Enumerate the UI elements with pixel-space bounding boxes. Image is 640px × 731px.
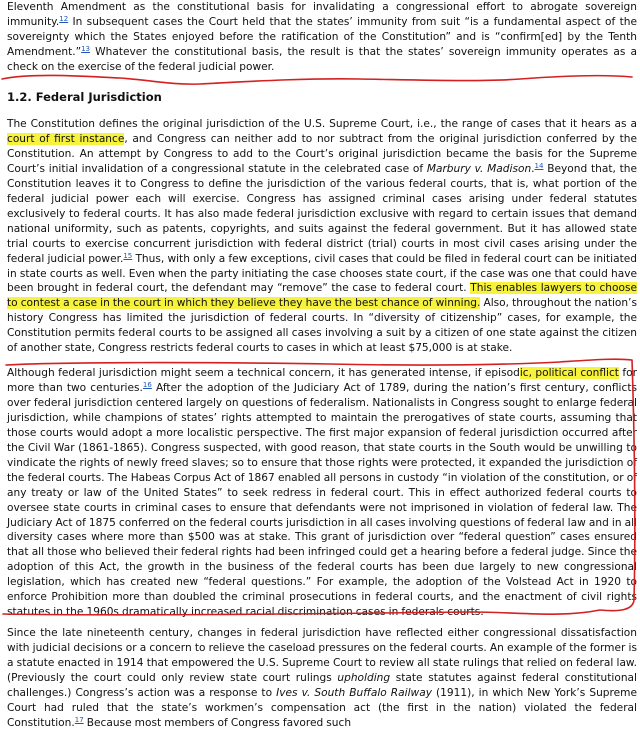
text-run: Thus, with only a few exceptions, civil cases that could be filed in federal court can be initiated in state courts as well. Even when the party initiating the case chooses state court, if the case was one that could have been brought in federal court, the defendant may “remove” the case to federal court. [7,252,637,295]
red-ink-underline [2,75,632,84]
paragraph-sovereign-immunity [7,0,637,75]
text-run: Beyond that, the Constitution leaves it to Congress to define the jurisdiction of the various federal courts, that is, what portion of the federal judicial power each will exercise. Congress has assigned criminal cases arising under federal statutes exclusively to federal courts. It has also made federal jurisdiction exclusive with regard to certain issues that demand national uniformity, such as patents, copyrights, and suits against the federal government. But it has allowed state trial courts to exercise concurrent jurisdiction with federal district (trial) courts in most civil cases arising under the federal judicial power. [7,162,637,265]
footnote-link[interactable]: 16 [142,380,152,389]
paragraph-federal-jurisdiction: The Constitution defines the original jurisdiction of the U.S. Supreme Court, i.e., the range of cases that it hears as a court of first instance, and Congress can neither add to nor subtract from the original jurisdiction conferred by the Constitution. An attempt by Congress to add to the Court’s original jurisdiction became the basis for the Supreme Court’s initial invalidation of a congressional statute in the celebrated case of Marbury v. Madison.$^{14}$ Beyond that, the Constitution leaves it to Congress to define the jurisdiction of the various federal courts, that is, what portion of the federal judicial power each will exercise. Congress has assigned criminal cases arising under federal statutes exclusively to federal courts. It has also made federal jurisdiction exclusive with regard to certain issues that demand national uniformity, such as patents, copyrights, and suits against the federal government. But it has allowed state trial courts to exercise concurrent jurisdiction with federal district (trial) courts in most civil cases arising under the federal judicial power.$^{15}$ Thus, with only a few exceptions, civil cases that could be filed in federal court can be initiated in state courts as well. Even when the party initiating the case chooses state court, if the case was one that could have been brought in federal court, the defendant may “remove” the case to federal court. This enables lawyers to choose to contest a case in the court in which they believe they have the best chance of winning. Also, throughout the nation’s history Congress has limited the jurisdiction of federal courts. In “diversity of citizenship” cases, for example, the Constitution permits federal courts to be assigned all cases involving a suit by a citizen of one state against the citizen of another state, Congress restricts federal courts to cases in which at least $75,000 is at stake. [7,118,638,355]
text-run: After the adoption of the Judiciary Act of 1789, during the nation’s first century, conflicts over federal jurisdiction centered largely on questions of federalism. Nationalists in Congress sought to enlarge federal jurisdiction, while champions of states’ rights attempted to maintain the prerogatives of state courts, assuming that those courts would adopt a more localistic perspective. The first major expansion of federal jurisdiction occurred after the Civil War (1861-1865). Congress suspected, with good reason, that state courts in the South would be unwilling to vindicate the rights of newly freed slaves; so to ensure that those rights were protected, it expanded the jurisdiction of the federal courts. The Habeas Corpus Act of 1867 enabled all persons in custody “in violation of the constitution, or of any treaty or law of the United States” to seek redress in federal court. This in effect authorized federal courts to oversee state courts in criminal cases to ensure that defendants were not imprisoned in violation of federal law. The Judiciary Act of 1875 conferred on the federal courts jurisdiction in all cases involving questions of federal law and in all diversity cases where more than $500 was at stake. This grant of jurisdiction over “federal question” cases ensured that all those who believed their federal rights had been infringed could get a hearing before a federal judge. Since the adoption of this Act, the growth in the business of the federal courts has been due largely to new congressional legislation, which has created new “federal questions.” For example, the adoption of the Volstead Act in 1920 to enforce Prohibition more than doubled the criminal prosecutions in federal courts, and the enactment of civil rights statutes in the 1960s dramatically increased racial discrimination cases in federals courts. [7,381,637,619]
text-run: The Constitution defines the original jurisdiction of the U.S. Supreme Court, i.e., the range of cases that it hears as a [7,118,637,130]
footnote-link[interactable]: 15 [123,251,133,260]
emphasis: upholding [337,671,391,684]
text-run: Also, throughout the nation’s history Congress has limited the jurisdiction of federal courts. In “diversity of citizenship” cases, for example, the Constitution permits federal courts to be assigned all cases involving a suit by a citizen of one state against the citizen of another state, Congress restricts federal courts to cases in which at least $75,000 is at stake. [7,297,638,355]
text-run: , and Congress can neither add to nor subtract from the original jurisdiction conferred by the Constitution. An attempt by Congress to add to the Court’s original jurisdiction became the basis for the Supreme Court’s initial invalidation of a congressional statute in the celebrated case of [7,132,637,175]
footnote-link[interactable]: 14 [534,161,544,170]
text-run: Because most members of Congress favored such [83,716,352,729]
footnote-link[interactable]: 12 [59,14,69,23]
text-run: Since the late nineteenth century, changes in federal jurisdiction have reflected either congressional dissatisfaction with judicial decisions or a concern to relieve the caseload pressures on the federal courts. An example of the former is a statute enacted in 1914 that empowered the U.S. Supreme Court to review all state rulings that relied on federal law. (Previously the court could only review state court rulings [7,627,637,684]
case-name: Ives v. South Buffalo Railway [276,686,432,699]
paragraph-political-conflict [7,366,637,620]
text-run: In subsequent cases the Court held that the states’ immunity from suit “is a fundamental aspect of the sovereignty which the States enjoyed before the ratification of the Constitution” and is “confirm[ed] by the Tenth Amendment.” [7,15,637,58]
paragraph-nineteenth-century [7,626,637,731]
highlighted-text: This enables lawyers to choose to contest a case in the court in which they believe they have the best chance of winning. [7,282,637,310]
text-run: Whatever the constitutional basis, the result is that the states’ sovereign immunity operates as a check on the exercise of the federal judicial power. [7,45,637,73]
footnote-link[interactable]: 13 [81,44,91,53]
highlighted-text: court of first instance [7,132,125,145]
text-run: Eleventh Amendment as the constitutional basis for invalidating a congressional effort to abrogate sovereign immunity. [7,1,637,28]
text-run: for more than two centuries. [7,367,637,394]
section-heading: 1.2. Federal Jurisdiction [7,90,162,104]
case-name: Marbury v. Madison [426,162,532,175]
text-run: Although federal jurisdiction might seem a technical concern, it has generated intense, if episod [7,367,520,379]
highlighted-text: ic, political conflict [519,367,619,379]
text-run: state statutes against federal constitutional challenges.) Congress’s action was a response to [7,671,637,699]
text-run: (1911), in which New York’s Supreme Court had ruled that the state’s workmen’s compensation act (the first in the nation) violated the federal Constitution. [7,686,637,729]
footnote-link[interactable]: 17 [74,715,84,724]
